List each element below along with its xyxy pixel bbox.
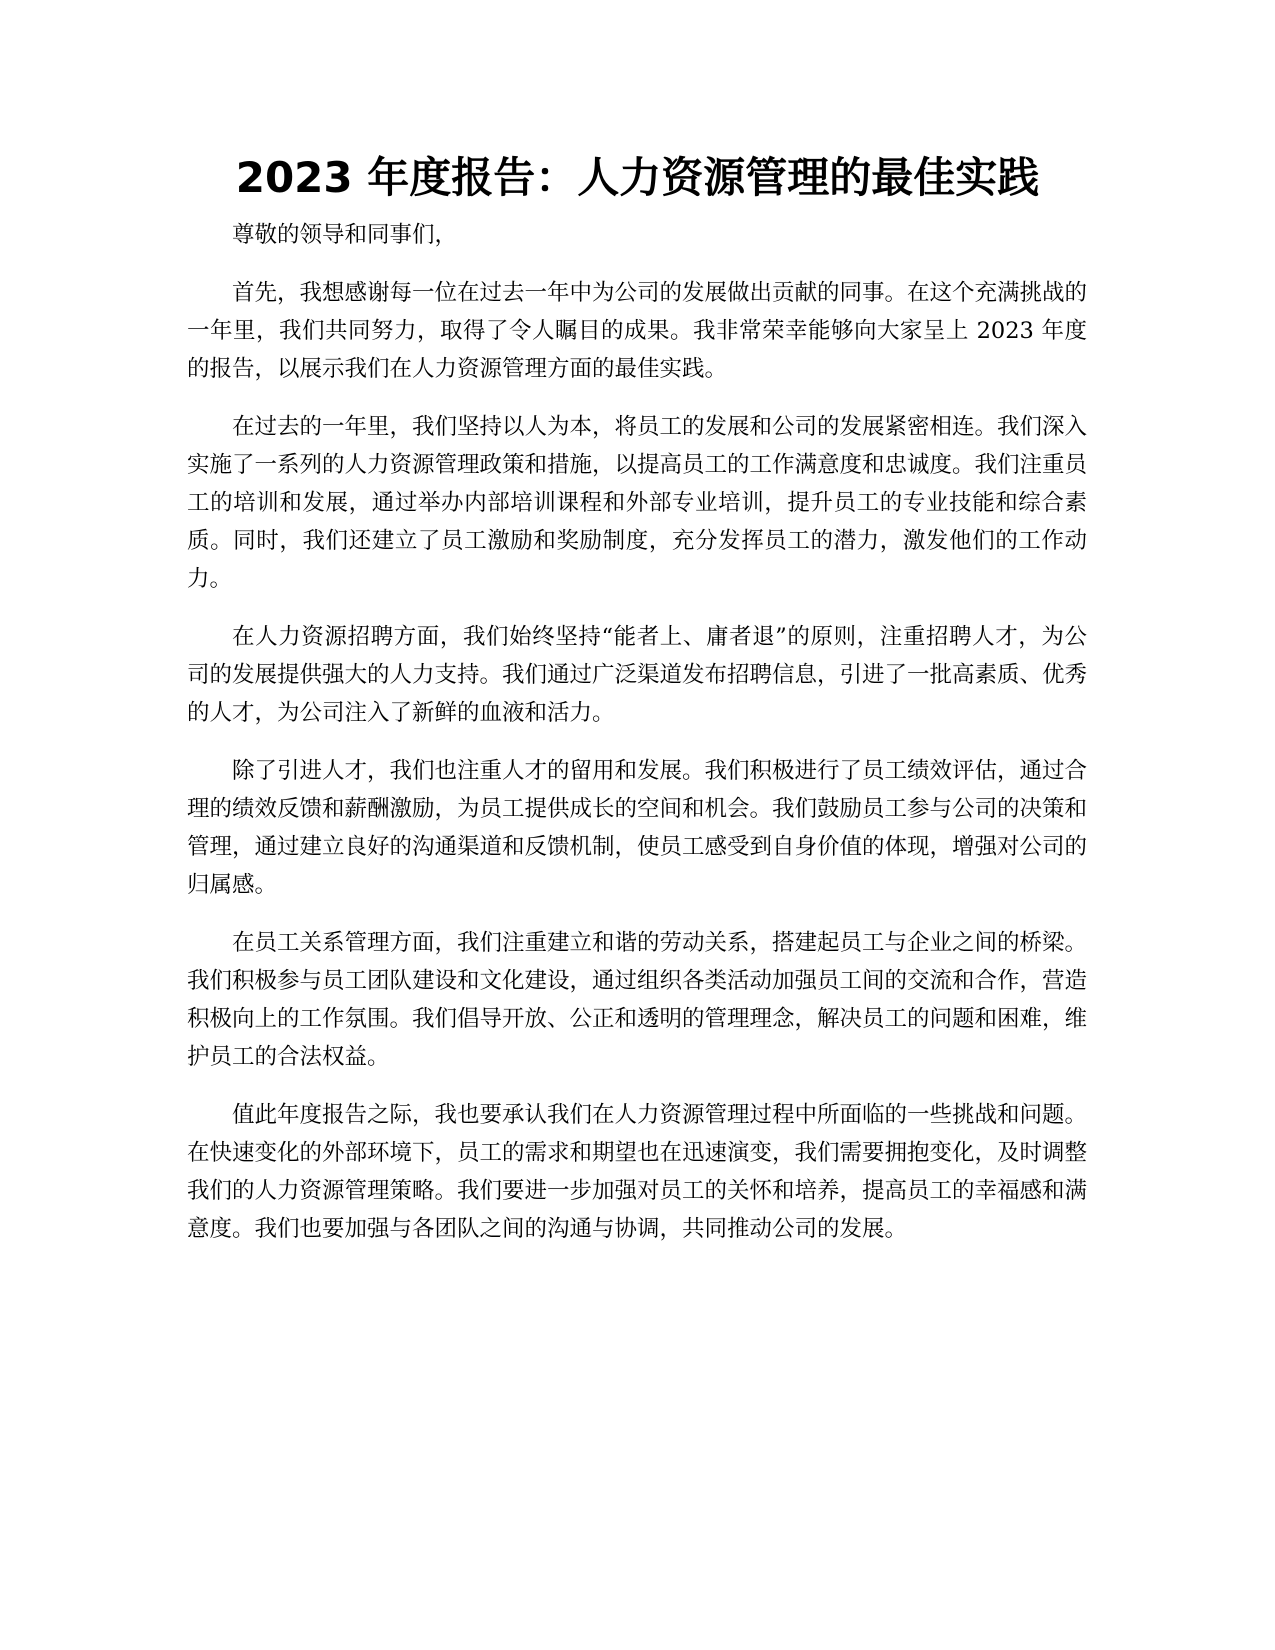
paragraph: 在员工关系管理方面，我们注重建立和谐的劳动关系，搭建起员工与企业之间的桥梁。我们积极参与员工团队建设和文化建设，通过组织各类活动加强员工间的交流和合作，营造积极向上的工作氛围。我们倡导开放、公正和透明的管理理念，解决员工的问题和困难，维护员工的合法权益。	[187, 930, 1088, 1070]
document-body	[187, 216, 1087, 1268]
paragraph: 值此年度报告之际，我也要承认我们在人力资源管理过程中所面临的一些挑战和问题。在快速变化的外部环境下，员工的需求和期望也在迅速演变，我们需要拥抱变化，及时调整我们的人力资源管理策略。我们要进一步加强对员工的关怀和培养，提高员工的幸福感和满意度。我们也要加强与各团队之间的沟通与协调，共同推动公司的发展。	[187, 1102, 1088, 1242]
page-title: 2023 年度报告：人力资源管理的最佳实践	[235, 153, 1040, 202]
paragraph: 首先，我想感谢每一位在过去一年中为公司的发展做出贡献的同事。在这个充满挑战的一年里，我们共同努力，取得了令人瞩目的成果。我非常荣幸能够向大家呈上 2023 年度的报告，以展示我们在人力资源管理方面的最佳实践。	[187, 280, 1088, 382]
paragraph: 在人力资源招聘方面，我们始终坚持“能者上、庸者退”的原则，注重招聘人才，为公司的发展提供强大的人力支持。我们通过广泛渠道发布招聘信息，引进了一批高素质、优秀的人才，为公司注入了新鲜的血液和活力。	[187, 624, 1088, 726]
paragraph: 除了引进人才，我们也注重人才的留用和发展。我们积极进行了员工绩效评估，通过合理的绩效反馈和薪酬激励，为员工提供成长的空间和机会。我们鼓励员工参与公司的决策和管理，通过建立良好的沟通渠道和反馈机制，使员工感受到自身价值的体现，增强对公司的归属感。	[187, 758, 1088, 898]
salutation: 尊敬的领导和同事们，	[232, 222, 458, 248]
paragraph: 在过去的一年里，我们坚持以人为本，将员工的发展和公司的发展紧密相连。我们深入实施了一系列的人力资源管理政策和措施，以提高员工的工作满意度和忠诚度。我们注重员工的培训和发展，通过举办内部培训课程和外部专业培训，提升员工的专业技能和综合素质。同时，我们还建立了员工激励和奖励制度，充分发挥员工的潜力，激发他们的工作动力。	[187, 414, 1088, 592]
